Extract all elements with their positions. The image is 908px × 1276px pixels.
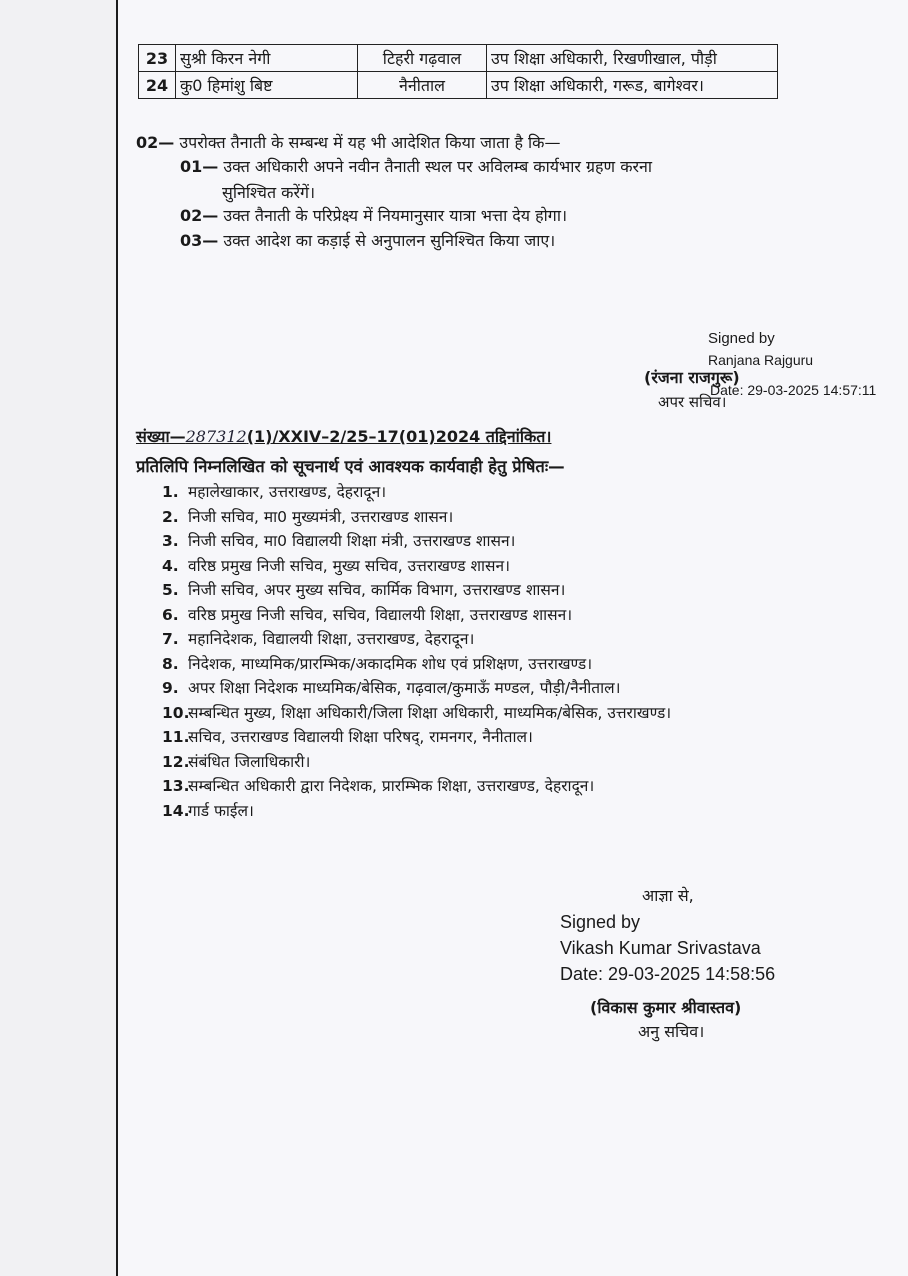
table-row bbox=[139, 45, 778, 72]
list-item bbox=[162, 603, 842, 628]
order-point-2 bbox=[180, 203, 567, 229]
list-item-text: सम्बन्धित मुख्य, शिक्षा अधिकारी/जिला शिक्षा अधिकारी, माध्यमिक/बेसिक, उत्तराखण्ड। bbox=[188, 703, 672, 722]
list-item-text: निदेशक, माध्यमिक/प्रारम्भिक/अकादमिक शोध एवं प्रशिक्षण, उत्तराखण्ड। bbox=[188, 654, 593, 673]
order-point-text: उक्त तैनाती के परिप्रेक्ष्य में नियमानुसार यात्रा भत्ता देय होगा। bbox=[223, 206, 568, 225]
list-item bbox=[162, 750, 842, 775]
order-point-number: 03— bbox=[180, 231, 219, 250]
table-cell-post: उप शिक्षा अधिकारी, रिखणीखाल, पौड़ी bbox=[487, 45, 778, 72]
list-item-number: 5. bbox=[162, 581, 179, 599]
order-point-text-cont: सुनिश्चित करेंगें। bbox=[222, 183, 316, 202]
signature2-by-order: आज्ञा से, bbox=[642, 886, 694, 905]
order-intro bbox=[136, 130, 560, 156]
list-item-text: निजी सचिव, मा0 विद्यालयी शिक्षा मंत्री, उत्तराखण्ड शासन। bbox=[188, 532, 516, 550]
list-item-text: अपर शिक्षा निदेशक माध्यमिक/बेसिक, गढ़वाल/कुमाऊँ मण्डल, पौड़ी/नैनीताल। bbox=[188, 679, 621, 697]
list-item bbox=[162, 480, 842, 505]
list-item-number: 7. bbox=[162, 630, 179, 648]
list-item-text: निजी सचिव, मा0 मुख्यमंत्री, उत्तराखण्ड शासन। bbox=[188, 507, 454, 526]
list-item-text: सचिव, उत्तराखण्ड विद्यालयी शिक्षा परिषद्, रामनगर, नैनीताल। bbox=[188, 728, 533, 746]
table-cell-district: टिहरी गढ़वाल bbox=[358, 45, 487, 72]
list-item-text: सम्बन्धित अधिकारी द्वारा निदेशक, प्रारम्भिक शिक्षा, उत्तराखण्ड, देहरादून। bbox=[188, 777, 595, 795]
list-item-number: 11. bbox=[162, 728, 190, 746]
order-intro-number: 02— bbox=[136, 133, 175, 152]
list-item-number: 3. bbox=[162, 532, 179, 550]
signature2-date: Date: 29-03-2025 14:58:56 bbox=[560, 964, 776, 984]
copy-heading: प्रतिलिपि निम्नलिखित को सूचनार्थ एवं आवश्यक कार्यवाही हेतु प्रेषितः— bbox=[136, 457, 565, 476]
table-cell-post: उप शिक्षा अधिकारी, गरूड, बागेश्वर। bbox=[487, 72, 778, 99]
list-item-number: 2. bbox=[162, 507, 179, 526]
order-point-text: उक्त आदेश का कड़ाई से अनुपालन सुनिश्चित किया जाए। bbox=[223, 231, 556, 250]
list-item-number: 14. bbox=[162, 801, 190, 820]
order-point-1 bbox=[180, 154, 820, 206]
list-item-number: 6. bbox=[162, 605, 179, 624]
list-item bbox=[162, 578, 842, 603]
list-item-number: 1. bbox=[162, 483, 179, 501]
reference-suffix: (1)/XXIV–2/25–17(01)2024 तद्दिनांकित। bbox=[246, 427, 552, 446]
copy-recipient-list bbox=[162, 480, 842, 823]
list-item bbox=[162, 701, 842, 726]
table-cell-name: कु0 हिमांशु बिष्ट bbox=[176, 72, 358, 99]
reference-prefix: संख्या— bbox=[136, 427, 186, 446]
order-point-3 bbox=[180, 228, 555, 254]
list-item-number: 9. bbox=[162, 679, 179, 697]
signature2-signer: Vikash Kumar Srivastava bbox=[560, 938, 761, 958]
list-item bbox=[162, 676, 842, 701]
signature2-name-hindi: (विकास कुमार श्रीवास्तव) bbox=[590, 998, 742, 1017]
table-row bbox=[139, 72, 778, 99]
list-item-number: 13. bbox=[162, 777, 190, 795]
signature1-date: Date: 29-03-2025 14:57:11 bbox=[710, 382, 877, 398]
list-item bbox=[162, 725, 842, 750]
list-item-number: 10. bbox=[162, 703, 190, 722]
reference-handwritten-number: 287312 bbox=[185, 427, 247, 446]
order-point-number: 01— bbox=[180, 157, 219, 176]
list-item bbox=[162, 799, 842, 824]
document-page bbox=[118, 0, 908, 1276]
list-item bbox=[162, 554, 842, 579]
list-item bbox=[162, 774, 842, 799]
left-margin-bar bbox=[0, 0, 118, 1276]
reference-number bbox=[136, 424, 551, 450]
signature1-signer: Ranjana Rajguru bbox=[708, 352, 814, 368]
list-item-text: संबंधित जिलाधिकारी। bbox=[188, 752, 311, 771]
table-cell-sno: 24 bbox=[139, 72, 176, 99]
list-item bbox=[162, 505, 842, 530]
signature2-signed-by: Signed by bbox=[560, 912, 641, 932]
signature1-signed-by: Signed by bbox=[708, 330, 775, 347]
list-item-text: महानिदेशक, विद्यालयी शिक्षा, उत्तराखण्ड, देहरादून। bbox=[188, 630, 475, 648]
signature2-designation: अनु सचिव। bbox=[638, 1022, 705, 1041]
list-item bbox=[162, 529, 842, 554]
list-item-text: वरिष्ठ प्रमुख निजी सचिव, मुख्य सचिव, उत्तराखण्ड शासन। bbox=[188, 556, 510, 575]
list-item bbox=[162, 652, 842, 677]
list-item-text: निजी सचिव, अपर मुख्य सचिव, कार्मिक विभाग, उत्तराखण्ड शासन। bbox=[188, 581, 566, 599]
order-point-number: 02— bbox=[180, 206, 219, 225]
table-cell-district: नैनीताल bbox=[358, 72, 487, 99]
table-cell-sno: 23 bbox=[139, 45, 176, 72]
list-item-text: गार्ड फाईल। bbox=[188, 801, 254, 820]
table-cell-name: सुश्री किरन नेगी bbox=[176, 45, 358, 72]
list-item-text: महालेखाकार, उत्तराखण्ड, देहरादून। bbox=[188, 483, 387, 501]
order-point-text: उक्त अधिकारी अपने नवीन तैनाती स्थल पर अविलम्ब कार्यभार ग्रहण करना bbox=[223, 157, 653, 176]
order-intro-text: उपरोक्त तैनाती के सम्बन्ध में यह भी आदेशित किया जाता है कि— bbox=[179, 133, 561, 152]
list-item-number: 12. bbox=[162, 752, 190, 771]
list-item-text: वरिष्ठ प्रमुख निजी सचिव, सचिव, विद्यालयी शिक्षा, उत्तराखण्ड शासन। bbox=[188, 605, 573, 624]
signature1-name-hindi: (रंजना राजगुरू) bbox=[644, 368, 740, 387]
posting-table bbox=[138, 44, 778, 99]
list-item-number: 8. bbox=[162, 654, 179, 673]
list-item bbox=[162, 627, 842, 652]
signature1-designation: अपर सचिव। bbox=[658, 393, 727, 411]
list-item-number: 4. bbox=[162, 556, 179, 575]
